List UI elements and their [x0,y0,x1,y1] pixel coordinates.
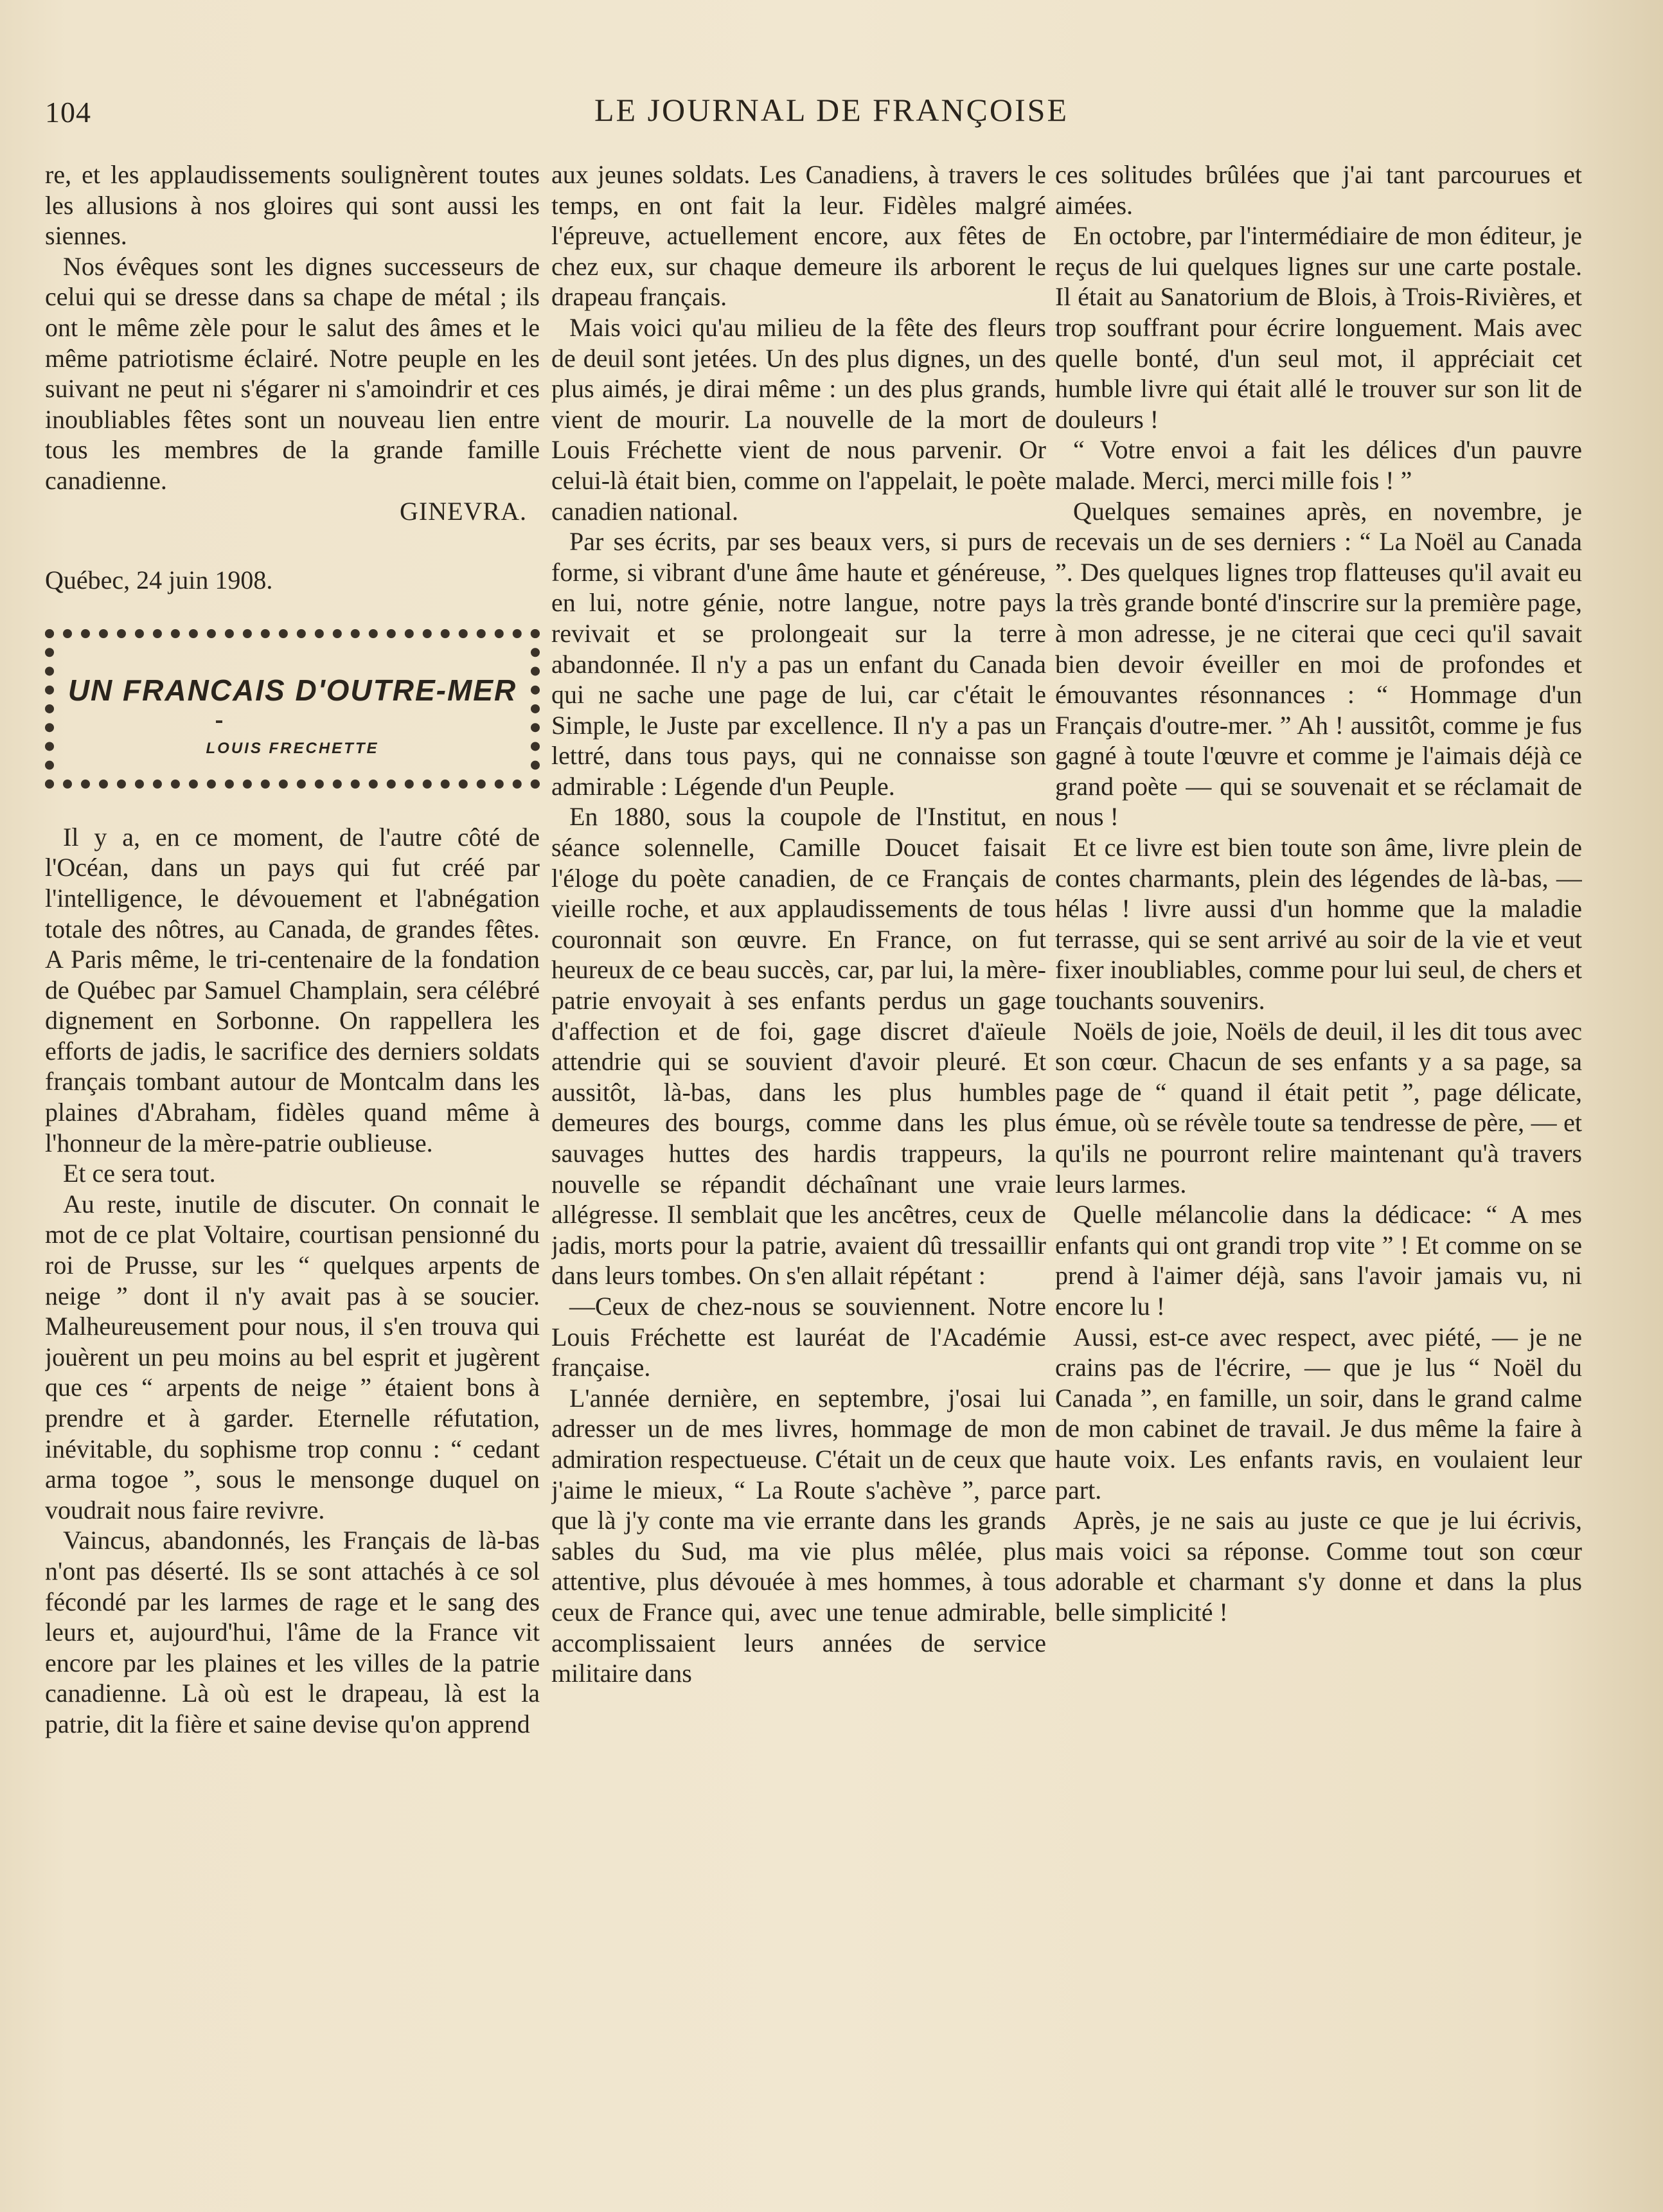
paragraph: re, et les applaudissements soulignèrent toutes les allusions à nos gloires qui sont aussi les siennes. [45,160,540,251]
article-title: UN FRANCAIS D'OUTRE-MER [67,673,517,707]
paragraph: Et ce livre est bien toute son âme, livre plein de contes charmants, plein des légendes de là-bas, — hélas ! livre aussi d'un homme que la maladie terrasse, qui se sent arrivé au soir de la vie et veut fixer inoubliables, comme pour lui seul, de chers et touchants souvenirs. [1055,833,1582,1015]
article-author: LOUIS FRECHETTE [206,739,379,757]
page-number: 104 [45,96,91,129]
paragraph: En octobre, par l'intermédiaire de mon éditeur, je reçus de lui quelques lignes sur une carte postale. Il était au Sanatorium de Blois, à Trois-Rivières, et trop souffrant pour écrire longuement. Mais avec quelle bonté, d'un seul mot, il appréciait cet humble livre qui était allé le trouver sur son lit de douleurs ! [1055,221,1582,434]
paragraph: Au reste, inutile de discuter. On connait le mot de ce plat Voltaire, courtisan pensionné du roi de Prusse, sur les “ quelques arpents de neige ” dont il n'y avait pas à se soucier. Malheureusement pour nous, il s'en trouva qui jouèrent un peu moins au bel esprit et jugèrent que ces “ arpents de neige ” étaient bons à prendre et à garder. Eternelle réfutation, inévitable, du sophisme trop connu : “ cedant arma togoe ”, sous le mensonge duquel on voudrait nous faire revivre. [45,1189,540,1524]
paragraph: Après, je ne sais au juste ce que je lui écrivis, mais voici sa réponse. Comme tout son cœur adorable et charmant s'y donne et dans la plus belle simplicité ! [1055,1506,1582,1627]
paragraph: Vaincus, abandonnés, les Français de là-bas n'ont pas déserté. Ils se sont attachés à ce sol fécondé par les larmes de rage et le sang des leurs et, aujourd'hui, l'âme de la France vit encore par les plaines et les villes de la patrie canadienne. Là où est le drapeau, là est la patrie, dit la fière et saine devise qu'on apprend [45,1526,540,1738]
article-heading-box [45,629,540,789]
paragraph: Et ce sera tout. [63,1159,216,1188]
paragraph: Quelques semaines après, en novembre, je recevais un de ses derniers : “ La Noël au Canada ”. Des quelques lignes trop flatteuses qu'il avait eu la très grande bonté d'inscrire sur la première page, à mon adresse, je ne citerai que ceci qu'il savait bien devoir éveiller en moi de profondes et émouvantes résonnances : “ Hommage d'un Français d'outre-mer. ” Ah ! aussitôt, comme je fus gagné à toute l'œuvre et comme je l'aimais déjà ce grand poète — qui se souvenait et se réclamait de nous ! [1055,496,1582,832]
paragraph: Quelle mélancolie dans la dédicace: “ A mes enfants qui ont grandi trop vite ” ! Et comme on se prend à l'aimer déjà, sans l'avoir jamais vu, ni encore lu ! [1055,1200,1582,1321]
paragraph: ces solitudes brûlées que j'ai tant parcourues et aimées. [1055,160,1582,220]
paragraph: Nos évêques sont les dignes successeurs de celui qui se dresse dans sa chape de métal ; ils ont le même zèle pour le salut des âmes et le même patriotisme éclairé. Notre peuple en les suivant ne peut ni s'égarer ni s'amoindrir et ces inoubliables fêtes sont un nouveau lien entre tous les membres de la grande famille canadienne. [45,251,540,495]
paragraph: L'année dernière, en septembre, j'osai lui adresser un de mes livres, hommage de mon admiration respectueuse. C'était un de ceux que j'aime le mieux, “ La Route s'achève ”, parce que là j'y conte ma vie errante dans les grands sables du Sud, ma vie plus mêlée, plus attentive, plus dévouée à mes hommes, à tous ceux de France qui, avec une tenue admirable, accomplissaient leurs années de service militaire dans [551,1383,1046,1688]
column-3 [1055,159,1582,2139]
paragraph: Noëls de joie, Noëls de deuil, il les dit tous avec son cœur. Chacun de ses enfants y a sa page, sa page de “ quand il était petit ”, page délicate, émue, où se révèle toute sa tendresse de père, — et qu'ils ne pourront relire maintenant qu'à travers leurs larmes. [1055,1016,1582,1199]
running-title: LE JOURNAL DE FRANÇOISE [594,92,1069,128]
paragraph: “ Votre envoi a fait les délices d'un pauvre malade. Merci, merci mille fois ! ” [1055,435,1582,495]
column-1 [45,159,540,2139]
paragraph: En 1880, sous la coupole de l'Institut, en séance solennelle, Camille Doucet faisait l'éloge du poète canadien, de ce Français de vieille roche, et aux applaudissements de tous couronnait son œuvre. En France, on fut heureux de ce beau succès, car, par lui, la mère-patrie envoyait à ses enfants perdus un gage d'affection et de foi, gage discret d'aïeule attendrie qui se souvient d'avoir pleuré. Et aussitôt, là-bas, dans les plus humbles demeures des bourgs, comme dans les plus sauvages huttes des hardis trappeurs, la nouvelle se répandit déchaînant une vraie allégresse. Il semblait que les ancêtres, ceux de jadis, morts pour la patrie, avaient dû tressaillir dans leurs tombes. On s'en allait répétant : [551,802,1046,1290]
paragraph: Il y a, en ce moment, de l'autre côté de l'Océan, dans un pays qui fut créé par l'intelligence, le dévouement et l'abnégation totale des nôtres, au Canada, de grandes fêtes. A Paris même, le tri-centenaire de la fondation de Québec par Samuel Champlain, sera célébré dignement en Sorbonne. On rappellera les efforts de jadis, le sacrifice des derniers soldats français tombant autour de Montcalm dans les plaines d'Abraham, fidèles quand même à l'honneur de la mère-patrie oublieuse. [45,822,540,1157]
column-2 [551,159,1046,2139]
signature: GINEVRA. [400,496,527,526]
heading-dash [216,720,222,723]
dateline: Québec, 24 juin 1908. [45,566,273,595]
paragraph: Mais voici qu'au milieu de la fête des fleurs de deuil sont jetées. Un des plus dignes, un des plus aimés, je dirai même : un des plus grands, vient de mourir. La nouvelle de la mort de Louis Fréchette vient de nous parvenir. Or celui-là était bien, comme on l'appelait, le poète canadien national. [551,312,1046,526]
paragraph: —Ceux de chez-nous se souviennent. Notre Louis Fréchette est lauréat de l'Académie française. [551,1291,1046,1382]
paragraph: Aussi, est-ce avec respect, avec piété, — je ne crains pas de l'écrire, — que je lus “ Noël du Canada ”, en famille, un soir, dans le grand calme de mon cabinet de travail. Je dus même la faire à haute voix. Les enfants ravis, en voulaient leur part. [1055,1322,1582,1504]
paragraph: Par ses écrits, par ses beaux vers, si purs de forme, si vibrant d'une âme haute et généreuse, en lui, notre génie, notre langue, notre pays revivait et se prolongeait sur la terre abandonnée. Il n'y a pas un enfant du Canada qui ne sache une page de lui, car c'était le Simple, le Juste par excellence. Il n'y a pas un lettré, dans tous pays, qui ne connaisse son admirable : Légende d'un Peuple. [551,527,1046,801]
paragraph: aux jeunes soldats. Les Canadiens, à travers le temps, en ont fait la leur. Fidèles malgré l'épreuve, actuellement encore, aux fêtes de chez eux, sur chaque demeure ils arborent le drapeau français. [551,160,1046,312]
